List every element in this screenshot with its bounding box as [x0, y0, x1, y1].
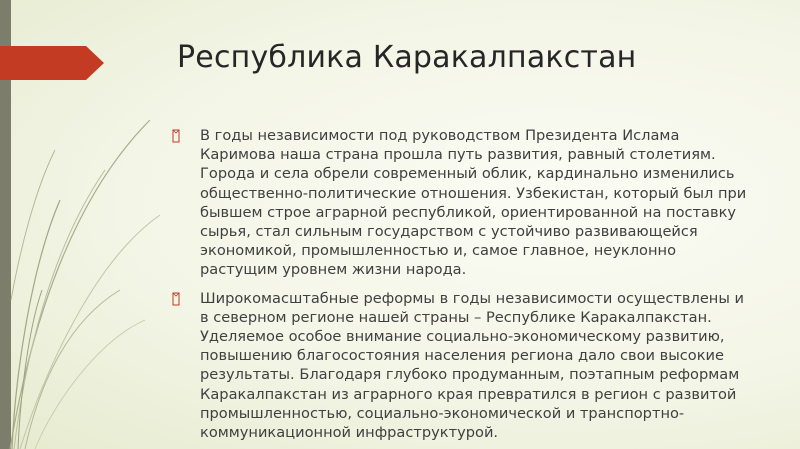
leaf-bullet-icon: [172, 289, 184, 309]
bullet-item: [172, 126, 752, 280]
bullet-item: [172, 289, 752, 443]
leaf-bullet-icon: [172, 126, 184, 146]
bullet-text: Широкомасштабные реформы в годы независимости осуществлены и в северном регионе нашей страны – Республике Каракалпакстан. Уделяемое особое внимание социально-экономическому развитию, повышению благосостояния населения региона дало свои высокие результаты. Благодаря глубоко продуманным, поэтапным реформам Каракалпакстан из аграрного края превратился в регион с развитой промышленностью, социально-экономической и транспортно-коммуникационной инфраструктурой.: [200, 289, 744, 442]
slide-content: [172, 126, 752, 449]
slide-title: Республика Каракалпакстан: [177, 40, 637, 75]
title-accent-arrow: [0, 46, 104, 80]
bullet-text: В годы независимости под руководством Президента Ислама Каримова наша страна прошла путь развития, равный столетиям. Города и села обрели современный облик, кардинально изменились общественно-политические отношения. Узбекистан, который был при бывшем строе аграрной республикой, ориентированной на поставку сырья, стал сильным государством с устойчиво развивающейся экономикой, промышленностью и, самое главное, неуклонно растущим уровнем жизни народа.: [200, 127, 747, 279]
